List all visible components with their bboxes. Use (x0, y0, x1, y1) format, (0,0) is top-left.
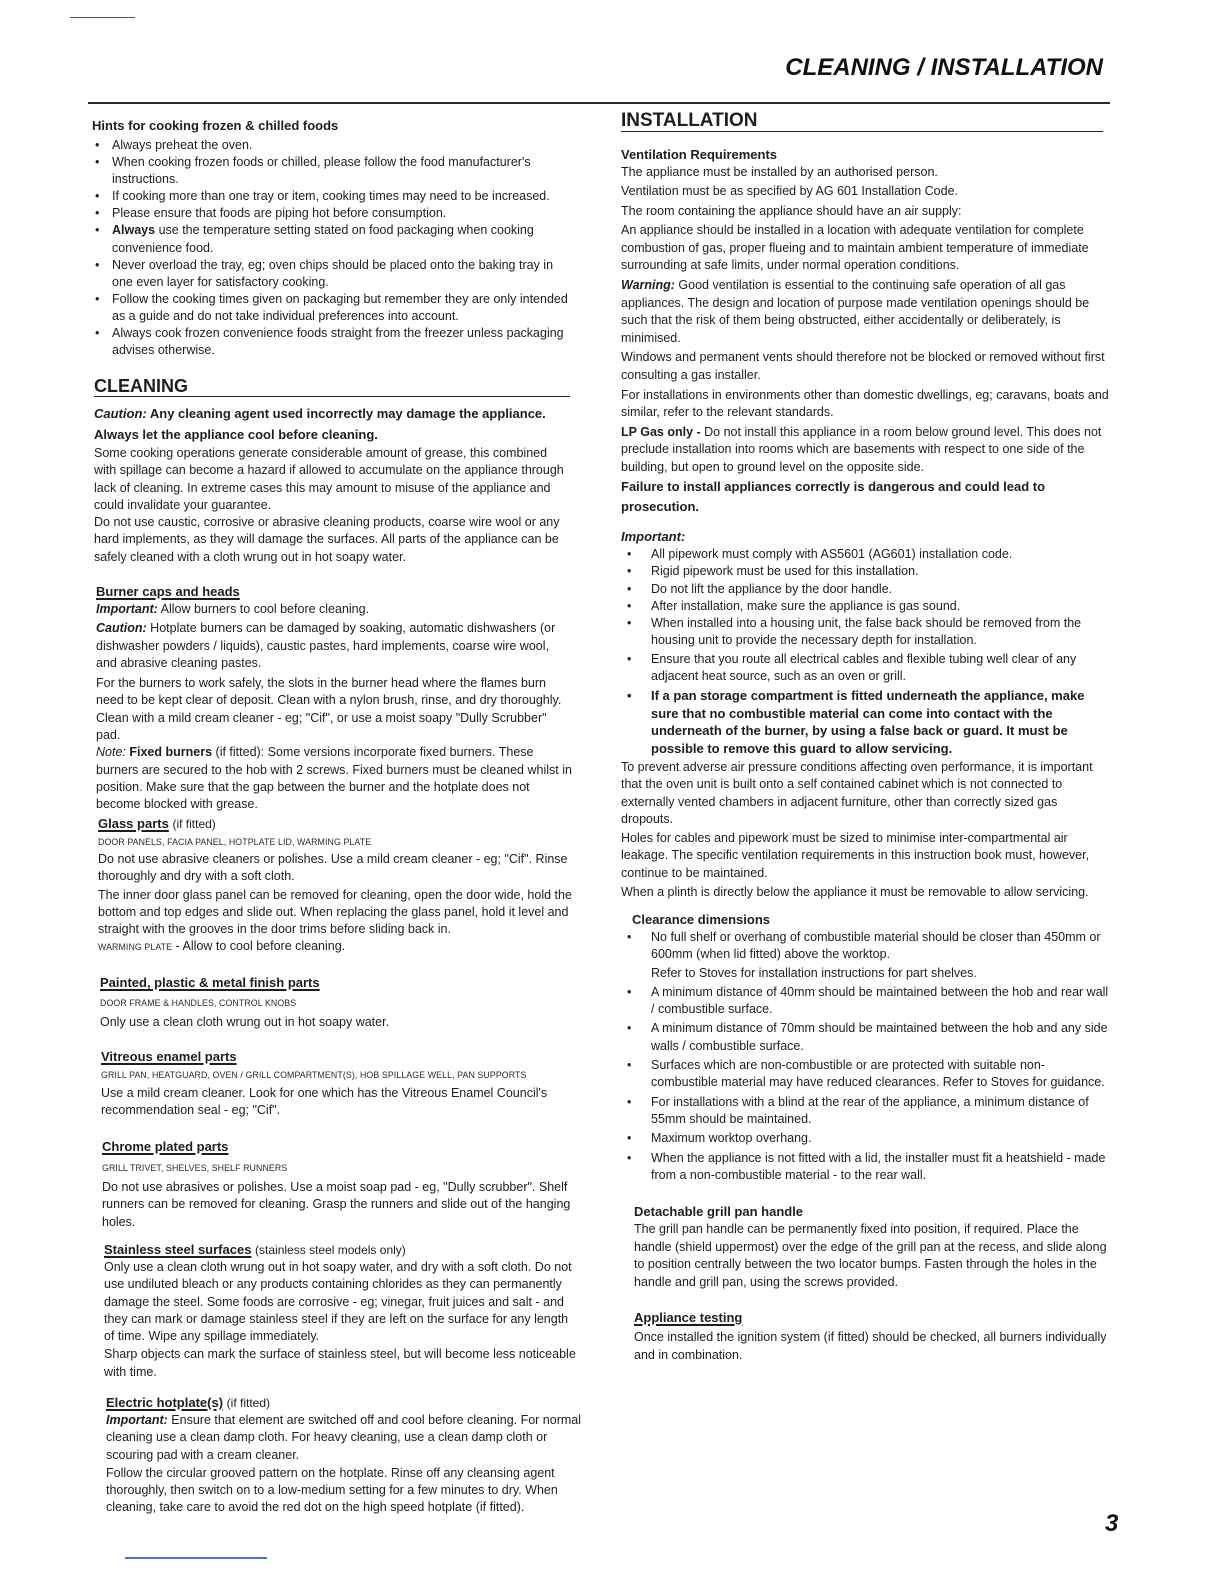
glass-section (98, 815, 574, 956)
cleaning-caution (94, 403, 570, 424)
electric-paragraph: Follow the circular grooved pattern on the hotplate. Rinse off any cleansing agent thoroughly, then switch on to a low-medium setting for a few minutes to dry. When cleaning, take care to avoid the red dot on the high speed hotplate (if fitted). (106, 1465, 558, 1515)
burner-section (96, 583, 572, 814)
painted-heading: Painted, plastic & metal finish parts (100, 975, 320, 990)
warming-plate-note (98, 938, 574, 956)
cleaning-paragraph: Some cooking operations generate considerable amount of grease, this combined with spillage can become a hazard if allowed to accumulate on the appliance through lack of cleaning. In extreme cases this may amount to misuse of the appliance and could invalidate your guarantee. (94, 446, 564, 512)
clearance-item: • Maximum worktop overhang. (620, 1130, 1110, 1147)
page-title: CLEANING / INSTALLATION (785, 54, 1103, 81)
stainless-qualifier: (stainless steel models only) (255, 1243, 406, 1257)
caution-label: Caution: (96, 621, 147, 636)
electric-heading: Electric hotplate(s) (106, 1395, 224, 1410)
vitreous-heading: Vitreous enamel parts (101, 1049, 237, 1064)
ventilation-line: The appliance must be installed by an authorised person. (621, 165, 938, 179)
hint-item-text: use the temperature setting stated on food packaging when cooking convenience food. (112, 223, 534, 255)
important-heading: Important: (621, 529, 686, 544)
hint-item: • Never overload the tray, eg; oven chips should be placed onto the baking tray in one even layer for satisfactory cooking. (92, 257, 570, 291)
important-text: Allow burners to cool before cleaning. (160, 602, 370, 616)
important-item: • Rigid pipework must be used for this installation. (620, 563, 1110, 580)
hint-item: • Always preheat the oven. (92, 137, 570, 154)
lp-gas-paragraph (621, 424, 1110, 477)
ventilation-heading: Ventilation Requirements (621, 147, 778, 162)
chrome-text: Do not use abrasives or polishes. Use a moist soap pad - eg, "Dully scrubber". Shelf runners can be removed for cleaning. Grasp the runners and slide out of the hanging holes. (102, 1180, 571, 1229)
important-label: Important: (106, 1413, 168, 1427)
stainless-paragraph: Only use a clean cloth wrung out in hot soapy water, and dry with a soft cloth. Do not use undiluted bleach or any products containing chlorides as they can permanently damage the steel. Some foods are corrosive - eg; vinegar, fruit juices and salt - and they can mark or damage stainless steel if they are left on the surface for any length of time. Wipe any spillage immediately. (104, 1260, 572, 1344)
chrome-section (102, 1138, 578, 1231)
important-item: • After installation, make sure the appliance is gas sound. (620, 598, 1110, 615)
installation-section (620, 111, 1110, 517)
painted-text: Only use a clean cloth wrung out in hot soapy water. (100, 1015, 390, 1029)
burner-heading: Burner caps and heads (96, 584, 240, 599)
warming-text: - Allow to cool before cleaning. (175, 939, 346, 954)
painted-section (100, 974, 576, 1031)
hint-item-lead: Always (112, 223, 156, 238)
clearance-item: • For installations with a blind at the rear of the appliance, a minimum distance of 55mm should be maintained. (620, 1094, 1110, 1129)
burner-important (96, 601, 572, 618)
lp-gas-text: Do not install this appliance in a room below ground level. This does not preclude installation into rooms which are basements with respect to one side of the building, but open to ground level on the opposite side. (621, 424, 1102, 475)
glass-heading-line (98, 815, 574, 833)
scan-corner-mark (70, 17, 135, 18)
hints-heading: Hints for cooking frozen & chilled foods (92, 118, 339, 133)
caution-text: Any cleaning agent used incorrectly may damage the appliance. (149, 406, 546, 421)
electric-heading-line (106, 1394, 582, 1412)
important-text: Ensure that element are switched off and cool before cleaning. For normal cleaning use a clean damp cloth. For heavy cleaning, use a clean damp cloth or scouring pad with a cream cleaner. (106, 1413, 582, 1462)
electric-important (106, 1412, 582, 1464)
cool-notice: Always let the appliance cool before cleaning. (94, 427, 378, 442)
important-item: • All pipework must comply with AS5601 (AG601) installation code. (620, 546, 1110, 563)
scan-edge-line (125, 1557, 267, 1559)
grill-handle-section (620, 1203, 1110, 1291)
painted-parts: DOOR FRAME & HANDLES, CONTROL KNOBS (100, 998, 297, 1008)
hint-item: • If cooking more than one tray or item, cooking times may need to be increased. (92, 188, 570, 205)
cleaning-paragraph: Do not use caustic, corrosive or abrasive cleaning products, coarse wire wool or any hard implements, as they will damage the surfaces. All parts of the appliance can be safely cleaned with a cloth wrung out in hot soapy water. (94, 515, 560, 564)
important-label: Important: (96, 602, 158, 616)
burner-paragraph: For the burners to work safely, the slots in the burner head where the flames burn need to be kept clear of deposit. Clean with a nylon brush, rinse, and dry thoroughly. Clean with a mild cream cleaner - eg; "Cif", or use a moist soapy "Dully Scrubber" pad. (96, 676, 562, 743)
note-bold: Fixed burners (129, 745, 213, 760)
installation-paragraph: When a plinth is directly below the appliance it must be removable to allow servicing. (621, 885, 1089, 900)
testing-heading: Appliance testing (634, 1310, 743, 1325)
installation-paragraph: To prevent adverse air pressure conditions affecting oven performance, it is important that the oven unit is built onto a self contained cabinet which is not connected to externally vented chambers in adjacent furniture, other than correctly sized gas dropouts. (621, 760, 1093, 826)
glass-parts: DOOR PANELS, FACIA PANEL, HOTPLATE LID, WARMING PLATE (98, 837, 372, 847)
stainless-section (104, 1241, 580, 1381)
electric-section (106, 1394, 582, 1517)
glass-heading: Glass parts (98, 816, 169, 831)
clearance-item: • A minimum distance of 70mm should be maintained between the hob and any side walls / combustible surface. (620, 1020, 1110, 1055)
clearance-shelf-note: Refer to Stoves for installation instructions for part shelves. (651, 965, 977, 980)
glass-qualifier: (if fitted) (172, 817, 216, 831)
caution-text: Hotplate burners can be damaged by soaking, automatic dishwashers (or dishwasher powders / liquids), caustic pastes, hard implements, coarse wire wool, and abrasive cleaning pastes. (96, 621, 556, 670)
warning-label: Warning: (621, 277, 675, 292)
ventilation-line: An appliance should be installed in a location with adequate ventilation for complete combustion of gas, proper flueing and to maintain ambient temperature of immediate surrounding at safe limits, under normal operation conditions. (621, 222, 1089, 273)
other-environments-paragraph: For installations in environments other than domestic dwellings, eg; caravans, boats and similar, refer to the relevant standards. (621, 387, 1109, 420)
burner-note (96, 744, 572, 813)
vitreous-section (101, 1048, 577, 1120)
vitreous-parts: GRILL PAN, HEATGUARD, OVEN / GRILL COMPARTMENT(S), HOB SPILLAGE WELL, PAN SUPPORTS (101, 1070, 527, 1080)
note-label: Note: (96, 745, 126, 760)
ventilation-line: Ventilation must be as specified by AG 601 Installation Code. (621, 184, 959, 199)
lp-gas-label: LP Gas only - (621, 424, 701, 439)
important-item: • Ensure that you route all electrical cables and flexible tubing well clear of any adjacent heat source, such as an oven or grill. (620, 651, 1110, 686)
hints-section (92, 117, 570, 359)
vitreous-text: Use a mild cream cleaner. Look for one which has the Vitreous Enamel Council's recommendation seal - eg; "Cif". (101, 1086, 548, 1118)
cleaning-heading: CLEANING (94, 376, 570, 397)
page-number: 3 (1105, 1510, 1119, 1537)
clearance-item: • A minimum distance of 40mm should be maintained between the hob and rear wall / combustible surface. (620, 984, 1110, 1019)
important-item: • When installed into a housing unit, the false back should be removed from the housing unit to provide the necessary depth for installation. (620, 615, 1110, 650)
burner-caution (96, 620, 572, 672)
important-section (620, 528, 1110, 901)
cleaning-section (92, 376, 570, 566)
hint-item: • Please ensure that foods are piping hot before consumption. (92, 205, 570, 222)
note-text: (if fitted): Some versions incorporate fixed burners. These burners are secured to the hob with 2 screws. Fixed burners must be cleaned whilst in position. Make sure that the gap between the burner and the hotplate does not become blocked with grease. (96, 745, 572, 812)
installation-heading: INSTALLATION (621, 111, 1103, 132)
stainless-paragraph: Sharp objects can mark the surface of stainless steel, but will become less noticeable with time. (104, 1347, 576, 1379)
grill-handle-heading: Detachable grill pan handle (634, 1204, 804, 1219)
windows-paragraph: Windows and permanent vents should therefore not be blocked or removed without first consulting a gas installer. (621, 350, 1105, 383)
pan-storage-warning: • If a pan storage compartment is fitted underneath the appliance, make sure that no combustible material can come into contact with the underneath of the burner, by using a false back or guard. It must be possible to remove this guard to allow servicing. (620, 687, 1110, 757)
important-item: • Do not lift the appliance by the door handle. (620, 581, 1110, 598)
ventilation-warning (621, 277, 1110, 348)
hint-item: • Always cook frozen convenience foods straight from the freezer unless packaging advises otherwise. (92, 325, 570, 359)
stainless-heading: Stainless steel surfaces (104, 1242, 252, 1257)
installation-paragraph: Holes for cables and pipework must be sized to minimise inter-compartmental air leakage. The specific ventilation requirements in this instruction book must, however, continue to be maintained. (621, 831, 1090, 880)
testing-text: Once installed the ignition system (if fitted) should be checked, all burners individually and in combination. (634, 1330, 1107, 1362)
testing-section (620, 1309, 1110, 1364)
warning-text: Good ventilation is essential to the continuing safe operation of all gas appliances. The design and location of purpose made ventilation openings should be such that the risk of them being obstructed, either accidentally or deliberately, is minimised. (621, 277, 1090, 346)
ventilation-line: The room containing the appliance should have an air supply: (621, 203, 962, 218)
glass-paragraph: The inner door glass panel can be removed for cleaning, open the door wide, hold the bottom and top edges and slide out. When replacing the glass panel, hold it level and straight with the grooves in the door trims before sliding back in. (98, 887, 572, 937)
hint-item: • When cooking frozen foods or chilled, please follow the food manufacturer's instructions. (92, 154, 570, 188)
chrome-parts: GRILL TRIVET, SHELVES, SHELF RUNNERS (102, 1163, 288, 1173)
failure-warning: Failure to install appliances correctly is dangerous and could lead to prosecution. (621, 479, 1046, 515)
hint-item (92, 222, 570, 256)
chrome-heading: Chrome plated parts (102, 1139, 229, 1154)
clearance-heading: Clearance dimensions (632, 912, 770, 927)
grill-handle-text: The grill pan handle can be permanently fixed into position, if required. Place the handle (shield uppermost) over the edge of the grill pan at the recess, and slide along to position centrally between the two locator bumps. Fasten through the holes in the handle and grill pan, using the screws provided. (634, 1222, 1107, 1289)
warming-label: WARMING PLATE (98, 942, 173, 953)
stainless-heading-line (104, 1241, 580, 1259)
clearance-item: • When the appliance is not fitted with a lid, the installer must fit a heatshield - made from a non-combustible material - to the rear wall. (620, 1150, 1110, 1185)
clearance-item-text: • No full shelf or overhang of combustible material should be closer than 450mm or 600mm (when lid fitted) above the worktop. (651, 930, 1101, 962)
clearance-item (620, 929, 1110, 982)
electric-qualifier: (if fitted) (226, 1396, 270, 1410)
header-rule (88, 102, 1110, 104)
clearance-section (620, 911, 1110, 1184)
caution-label: Caution: (94, 406, 147, 421)
hint-item: • Follow the cooking times given on packaging but remember they are only intended as a guide and do not take individual preferences into account. (92, 291, 570, 325)
clearance-item: • Surfaces which are non-combustible or are protected with suitable non-combustible material may have reduced clearances. Refer to Stoves for guidance. (620, 1057, 1110, 1092)
glass-paragraph: Do not use abrasive cleaners or polishes. Use a mild cream cleaner - eg; "Cif". Rinse thoroughly and dry with a soft cloth. (98, 852, 568, 884)
